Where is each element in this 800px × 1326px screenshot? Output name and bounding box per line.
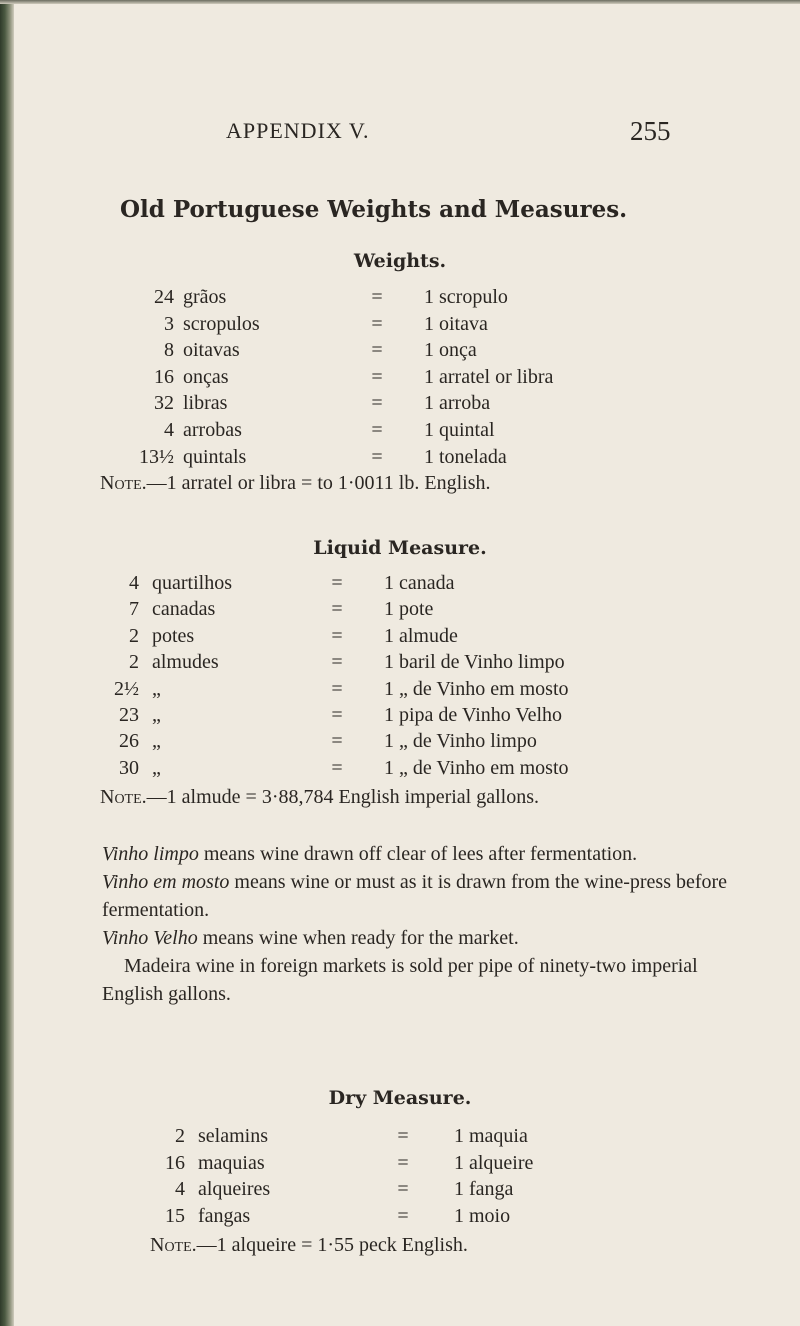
- weights-unit: arrobas: [183, 419, 242, 441]
- weights-result: 1 arroba: [424, 392, 491, 415]
- weights-equals: =: [371, 286, 383, 308]
- weights-row: [0, 419, 800, 445]
- dry-note: [150, 1234, 468, 1257]
- dry-unit: alqueires: [198, 1178, 271, 1201]
- liquid-row: [0, 757, 800, 783]
- liquid-row: [0, 598, 800, 624]
- liquid-unit: „: [152, 730, 161, 753]
- liquid-row: [0, 730, 800, 756]
- weights-result: 1 onça: [424, 339, 477, 362]
- weights-unit: oitavas: [183, 339, 240, 362]
- weights-heading: Weights.: [353, 250, 447, 272]
- liquid-row: [0, 651, 800, 677]
- liquid-row: [0, 625, 800, 651]
- weights-note-text: —1 arratel or libra = to 1·0011 lb. English.: [146, 472, 491, 494]
- liquid-unit: canadas: [152, 598, 216, 621]
- liquid-note-label: Note.: [100, 786, 147, 808]
- dry-result: 1 alqueire: [454, 1151, 534, 1174]
- dry-unit: fangas: [198, 1204, 251, 1227]
- weights-equals: =: [371, 312, 383, 335]
- weights-equals: =: [371, 445, 383, 468]
- liquid-equals: =: [331, 730, 343, 753]
- liquid-unit: quartilhos: [152, 572, 232, 594]
- liquid-unit: „: [152, 756, 161, 779]
- weights-row: [0, 286, 800, 312]
- definitions-block: [102, 840, 740, 1008]
- weights-note: [100, 472, 490, 495]
- liquid-equals: =: [331, 651, 343, 674]
- weights-quantity: 4: [164, 419, 174, 441]
- weights-equals: =: [371, 339, 383, 362]
- dry-row: [0, 1125, 800, 1151]
- weights-unit: quintals: [183, 445, 247, 468]
- dry-equals: =: [397, 1151, 409, 1174]
- liquid-result: 1 canada: [384, 572, 455, 594]
- liquid-equals: =: [331, 572, 343, 594]
- liquid-equals: =: [331, 624, 343, 647]
- dry-row: [0, 1205, 800, 1231]
- term-vinho-em-mosto: Vinho em mosto: [102, 871, 230, 893]
- weights-equals: =: [371, 365, 383, 388]
- liquid-quantity: 30: [119, 756, 139, 779]
- liquid-note: [100, 786, 539, 809]
- liquid-unit: „: [152, 677, 161, 700]
- dry-heading: Dry Measure.: [328, 1087, 472, 1109]
- weights-quantity: 13½: [139, 445, 174, 468]
- page-number: 255: [630, 116, 671, 146]
- definition-vinho-limpo: [102, 840, 740, 868]
- weights-row: [0, 339, 800, 365]
- liquid-row: [0, 678, 800, 704]
- weights-quantity: 32: [154, 392, 174, 415]
- weights-result: 1 quintal: [424, 419, 495, 441]
- weights-unit: libras: [183, 392, 228, 415]
- page-top-edge: [0, 0, 800, 4]
- liquid-result: 1 pipa de Vinho Velho: [384, 704, 563, 726]
- weights-quantity: 8: [164, 339, 174, 362]
- definition-vinho-velho: [102, 924, 740, 952]
- dry-equals: =: [397, 1204, 409, 1227]
- liquid-quantity: 23: [119, 704, 139, 726]
- definition-text: means wine drawn off clear of lees after fermentation.: [198, 843, 638, 865]
- madeira-paragraph: Madeira wine in foreign markets is sold per pipe of ninety-two imperial English gallons.: [102, 955, 698, 1005]
- liquid-heading: Liquid Measure.: [313, 537, 487, 559]
- dry-row: [0, 1178, 800, 1204]
- liquid-quantity: 2: [129, 624, 139, 647]
- dry-quantity: 16: [165, 1151, 185, 1174]
- weights-result: 1 oitava: [424, 312, 488, 335]
- term-vinho-velho: Vinho Velho: [102, 927, 198, 949]
- weights-quantity: 24: [154, 286, 174, 308]
- liquid-unit: potes: [152, 624, 195, 647]
- dry-equals: =: [397, 1125, 409, 1147]
- liquid-quantity: 2½: [114, 677, 139, 700]
- dry-unit: maquias: [198, 1151, 265, 1174]
- weights-result: 1 tonelada: [424, 445, 507, 468]
- liquid-result: 1 baril de Vinho limpo: [384, 651, 565, 674]
- weights-result: 1 scropulo: [424, 286, 508, 308]
- running-head: APPENDIX V.: [226, 118, 370, 143]
- dry-result: 1 moio: [454, 1204, 511, 1227]
- weights-row: [0, 392, 800, 418]
- liquid-quantity: 7: [129, 598, 139, 621]
- liquid-equals: =: [331, 598, 343, 621]
- liquid-result: 1 „ de Vinho em mosto: [384, 677, 569, 700]
- weights-quantity: 3: [164, 312, 174, 335]
- liquid-unit: almudes: [152, 651, 219, 674]
- liquid-result: 1 „ de Vinho em mosto: [384, 756, 569, 779]
- weights-quantity: 16: [154, 365, 174, 388]
- definition-vinho-em-mosto: [102, 868, 740, 924]
- dry-note-label: Note.: [150, 1234, 197, 1256]
- weights-result: 1 arratel or libra: [424, 365, 554, 388]
- weights-unit: grãos: [183, 286, 227, 308]
- dry-equals: =: [397, 1178, 409, 1201]
- dry-result: 1 fanga: [454, 1178, 514, 1201]
- weights-equals: =: [371, 419, 383, 441]
- weights-note-label: Note.: [100, 472, 147, 494]
- weights-unit: onças: [183, 365, 229, 388]
- dry-quantity: 15: [165, 1204, 185, 1227]
- liquid-quantity: 4: [129, 572, 139, 594]
- liquid-row: [0, 704, 800, 730]
- liquid-result: 1 pote: [384, 598, 434, 621]
- weights-row: [0, 446, 800, 472]
- liquid-quantity: 26: [119, 730, 139, 753]
- weights-row: [0, 366, 800, 392]
- dry-row: [0, 1152, 800, 1178]
- dry-quantity: 4: [175, 1178, 185, 1201]
- definition-text: means wine or must as it is drawn from the wine-press before fermentation.: [102, 871, 728, 921]
- liquid-equals: =: [331, 756, 343, 779]
- liquid-quantity: 2: [129, 651, 139, 674]
- weights-row: [0, 313, 800, 339]
- liquid-row: [0, 572, 800, 598]
- dry-unit: selamins: [198, 1125, 268, 1147]
- dry-result: 1 maquia: [454, 1125, 528, 1147]
- liquid-result: 1 „ de Vinho limpo: [384, 730, 537, 753]
- liquid-equals: =: [331, 677, 343, 700]
- page-title: Old Portuguese Weights and Measures.: [120, 196, 628, 223]
- dry-quantity: 2: [175, 1125, 185, 1147]
- definition-text: means wine when ready for the market.: [197, 927, 519, 949]
- liquid-result: 1 almude: [384, 624, 458, 647]
- liquid-note-text: —1 almude = 3·88,784 English imperial gallons.: [146, 786, 540, 808]
- term-vinho-limpo: Vinho limpo: [102, 843, 199, 865]
- liquid-equals: =: [331, 704, 343, 726]
- dry-note-text: —1 alqueire = 1·55 peck English.: [196, 1234, 468, 1256]
- weights-equals: =: [371, 392, 383, 415]
- liquid-unit: „: [152, 704, 161, 726]
- weights-unit: scropulos: [183, 312, 260, 335]
